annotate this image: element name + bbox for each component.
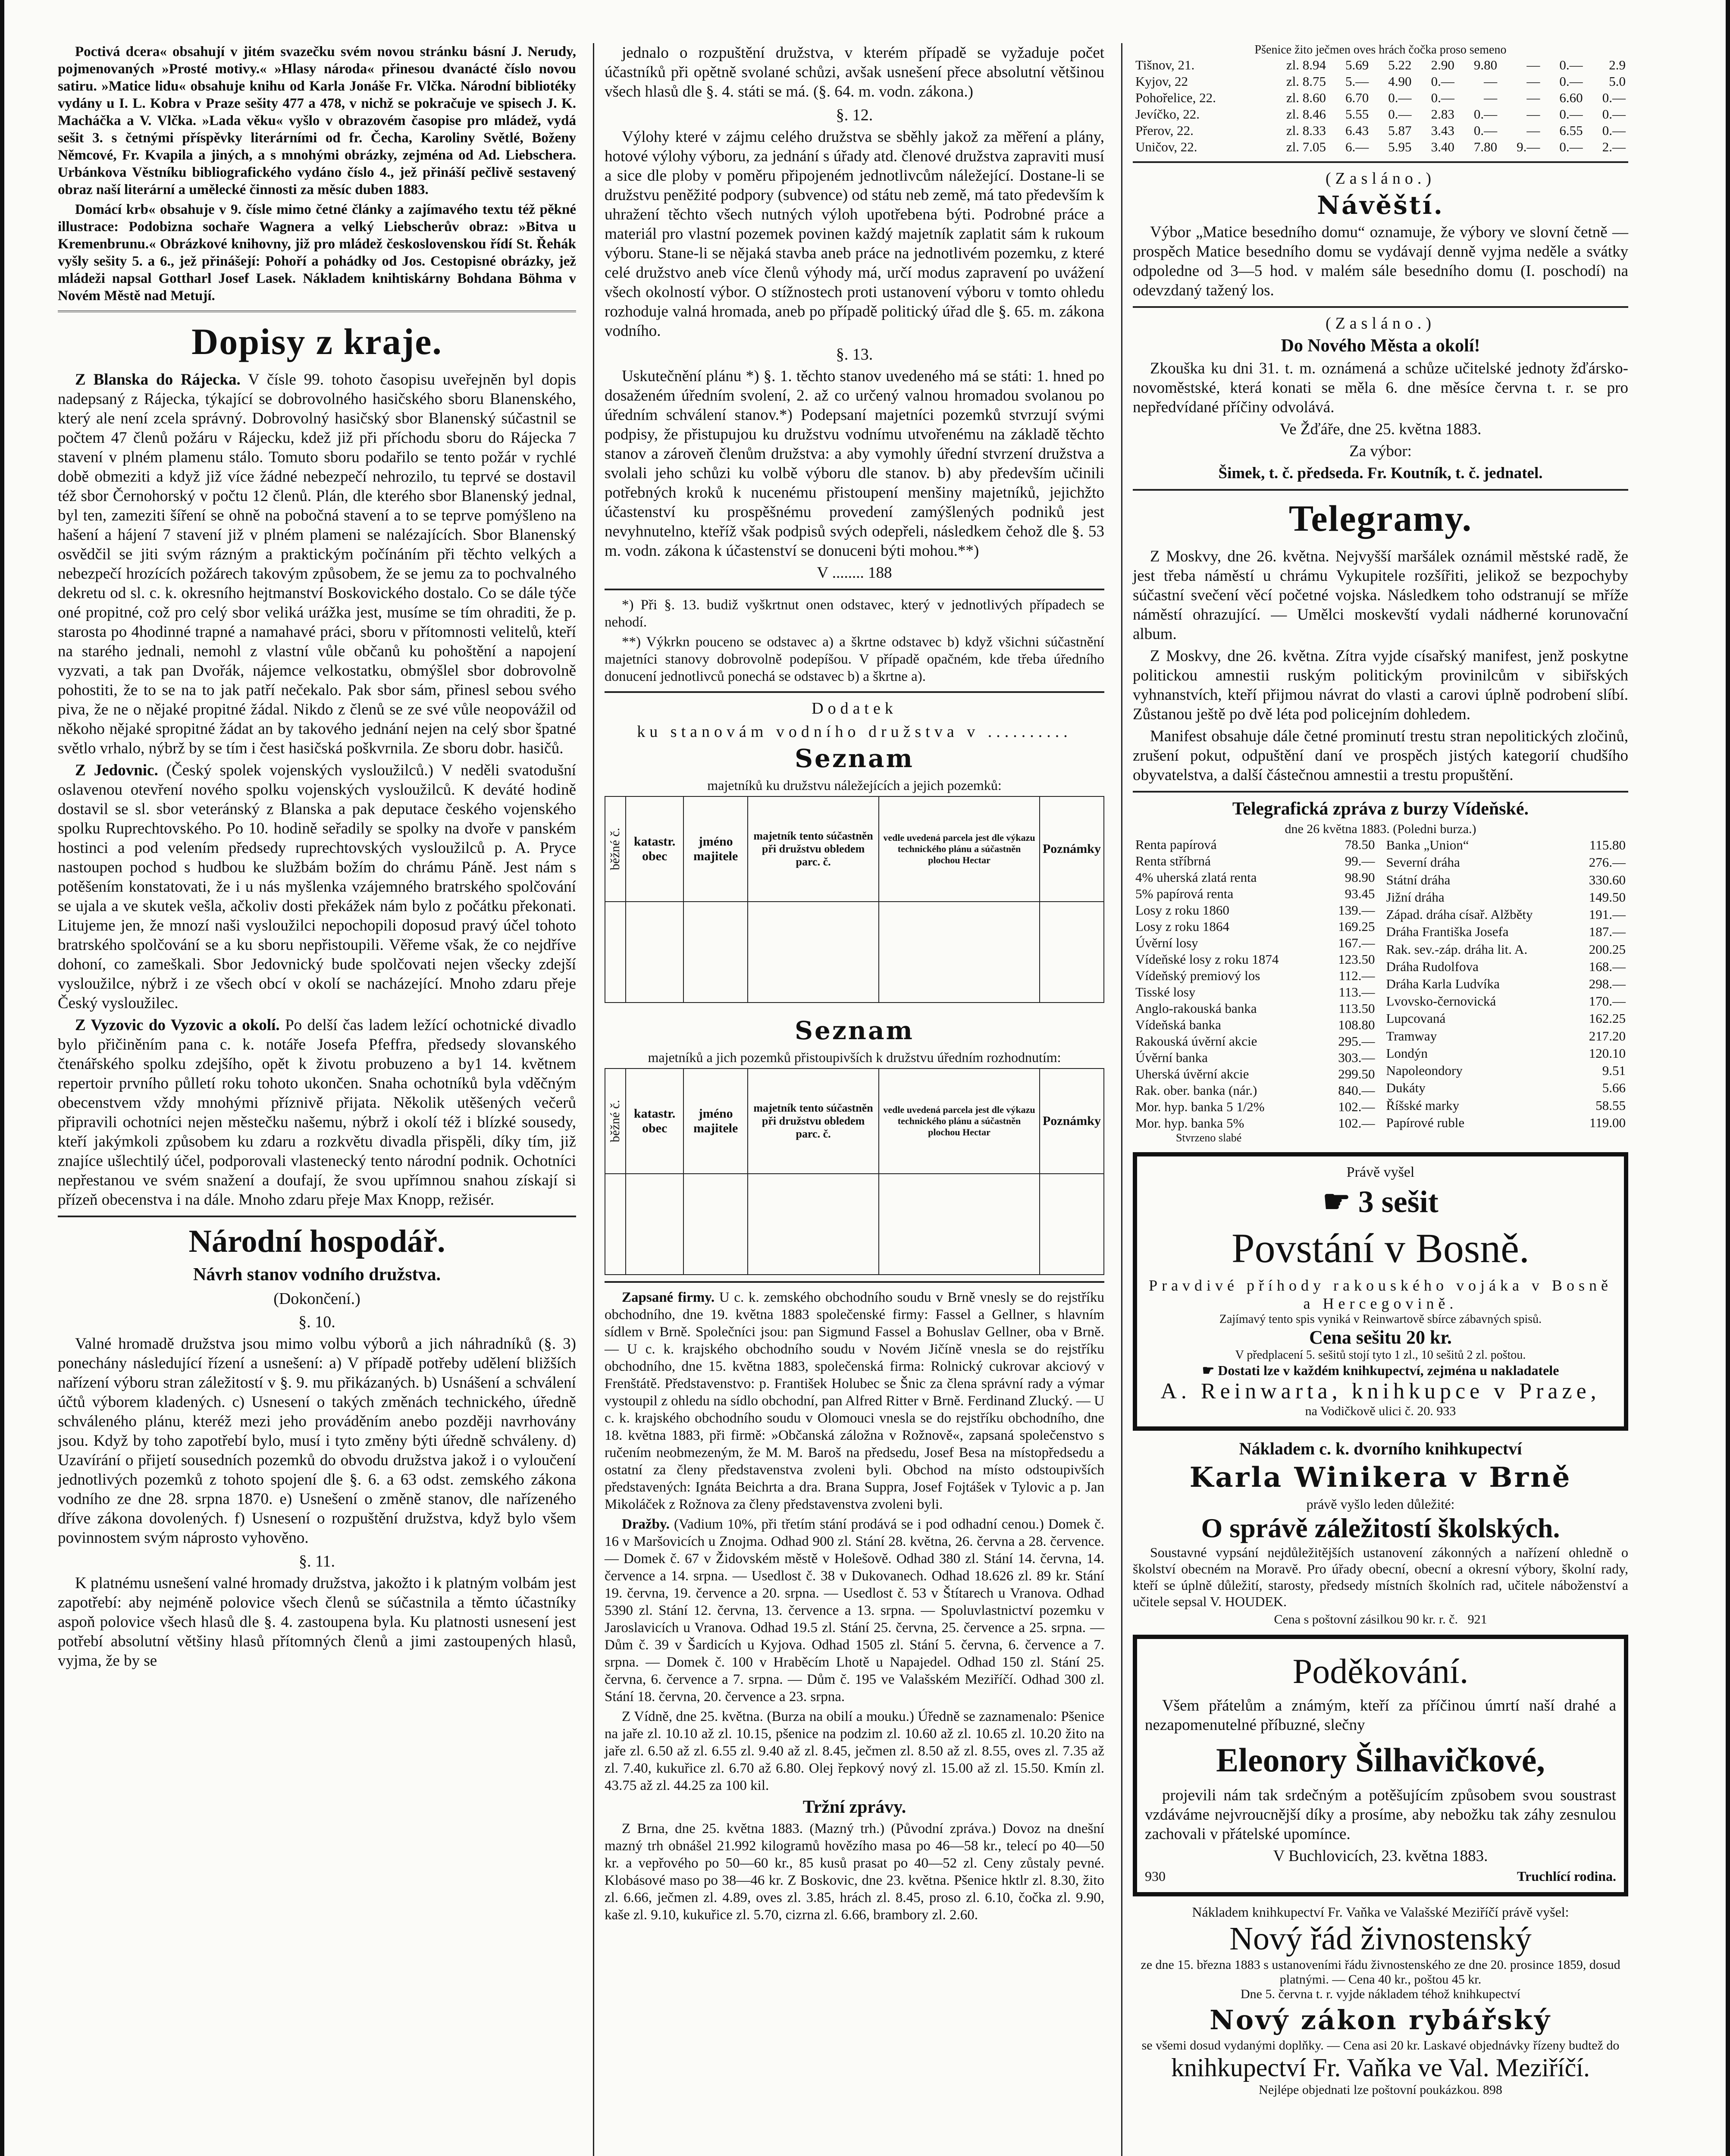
table-cell: Losy z roku 1864 [1135, 919, 1229, 934]
literary-notice: Poctivá dcera« obsahují v jitém svazečku svém novou stránku básní J. Nerudy, pojmenovaných »Prosté motivy.« »Hlasy národa« přinesou dvanácté číslo novou satiru. »Matice lidu« obsahuje knihu od Karla Jonáše Fr. Vlčka. Národní bibliotéky vydány u I. L. Kobra v Praze sešity 477 a 478, v nichž se pokračuje ve spisech J. K. Macháčka a V. Vlčka. »Lada věku« vyšlo v obrazovém časopise pro mládež, vydá sešit 3. s četnými příspěvky literárními od fr. Čecha, Karoliny Světlé, Boženy Němcové, Fr. Kvapila a jiných, a s mnohými obrázky, zejména od Ad. Liebschera. Urbánkova Věstníku bibliografického vydáno číslo 4., jež přináší pečlivě sestavený obraz naší literární a umělecké činnosti za měsíc duben 1883. [58, 44, 576, 197]
section-13: §. 13. [836, 345, 873, 364]
divider [605, 691, 1104, 693]
table-cell: 0.— [1559, 74, 1583, 89]
table-cell: 2.90 [1431, 57, 1454, 72]
markets-header: Pšenice žito ječmen oves hrách čočka proso semeno [1254, 43, 1507, 56]
ad-title: Povstání v Bosně. [1232, 1225, 1529, 1271]
divider [1133, 489, 1628, 491]
ad-povstani [1133, 1152, 1628, 1431]
table-cell: 102.— [1338, 1116, 1375, 1131]
ad-sub: Pravdivé příhody rakouského vojáka v Bosně a Hercegovině. [1149, 1277, 1612, 1312]
article-viden: Z Vídně, dne 25. května. (Burza na obilí a mouku.) Úředně se zaznamenalo: Pšenice na jaře zl. 10.10 až zl. 10.15, pšenice na podzim zl. 10.60 až zl. 10.65 zl. 10.20 žito na jaře zl. 6.50 až zl. 6.55 zl. 9.40 až zl. 8.45, ječmen zl. 8.50 až zl. 8.55, oves zl. 7.35 až zl. 7.40, kukuřice zl. 6.70 až 6.80. Olej řepkový nový zl. 15.00 až zl. 15.50. Kmín zl. 43.75 až zl. 44.25 za 100 kil. [605, 1709, 1104, 1793]
nove-mesto-title: Do Nového Města a okolí! [1281, 336, 1480, 356]
table-cell: 120.10 [1589, 1045, 1626, 1061]
table-cell: 139.— [1338, 903, 1375, 918]
ad-issue: ☛ 3 sešit [1323, 1185, 1439, 1219]
table-cell: zl. 8.33 [1286, 123, 1326, 138]
divider [1133, 161, 1628, 163]
navesti-title: Návěští. [1317, 191, 1444, 220]
table-cell: 102.— [1338, 1099, 1375, 1114]
pod-name: Eleonory Šilhavičkové, [1216, 1741, 1545, 1779]
ad-desc: Soustavné vypsání nejdůležitějších ustanovení zákonných a nařízení ohledně o školství obecném na Moravě. Pro úřady obecní, obecní a okresní výbory, školní rady, kteří se úplně důležití, starosty, předsedy místních školních rad, učitele náboženství a učitele sepsal V. HOUDEK. [1133, 1545, 1628, 1609]
ad-name: Karla Winikera v Brně [1189, 1461, 1572, 1494]
table-cell: — [1484, 74, 1498, 89]
table-row [605, 902, 1104, 1003]
table-cell: 0.— [1473, 107, 1498, 122]
table-cell: 298.— [1589, 976, 1626, 991]
divider [58, 1216, 576, 1217]
table-cell: Jižní dráha [1386, 889, 1445, 905]
ad-publisher: A. Reinwarta, knihkupce v Praze, [1160, 1379, 1601, 1404]
pod-footer: 930 Truchlící rodina. [1145, 1868, 1616, 1884]
table-cell: 5.0 [1609, 74, 1626, 89]
burza-row [1384, 1079, 1629, 1097]
table-cell: Říšské marky [1386, 1097, 1460, 1113]
burza-row [1133, 984, 1378, 1000]
table-cell: 98.90 [1345, 870, 1375, 885]
section-10: §. 10. [298, 1313, 335, 1331]
table-cell: Lupcovaná [1386, 1011, 1446, 1026]
article-drazby: Dražby. (Vadium 10%, při třetím stání prodává se i pod odhadní cenou.) Domek č. 16 v Maršovicích u Znojma. Odhad 900 zl. Stání 28. května, 26. června a 28. července. — Domek č. 67 v Židovském městě v Holešově. Odhad 380 zl. Stání 14. června, 14. července a 14. srpna. — Usedlost č. 38 v Dukovanech. Odhad 18.626 zl. 89 kr. Stání 19. června, 19. července a 20. srpna. — Usedlost č. 53 v Štítarech u Vranova. Odhad 5390 zl. Stání 12. června, 13. července a 13. srpna. — Spoluvlastnictví pozemku v Jaroslavicích u Vranova. Odhad 19.5 zl. Stání 25. června, 25. července a 25. srpna. — Dům č. 39 v Šardicích u Kyjova. Odhad 1505 zl. Stání 5. června, 6. července a 7. srpna. — Domek č. 100 v Hraběcím Lhotě u Napajedel. Odhad 150 zl. Stání 25. června, 6. července a 7. srpna. — Dům č. 195 ve Valašském Meziříčí. Odhad 300 zl. Stání 18. června, 20. července a 23. srpna. [605, 1517, 1105, 1705]
date-line: V ........ 188 [817, 564, 892, 582]
burza-row [1384, 940, 1629, 958]
table-cell: 113.50 [1338, 1001, 1375, 1016]
ad-price: Cena s poštovní zásilkou 90 kr. r. č. 921 [1274, 1612, 1487, 1626]
table-cell: 99.— [1345, 853, 1375, 868]
table-header: vedle uvedená parcela jest dle výkazu technického plánu a súčastněn plochou Hectar [879, 1069, 1040, 1174]
table-cell: Napoleondory [1386, 1063, 1463, 1078]
pod-title: Poděkování. [1292, 1651, 1469, 1691]
table-cell: Vídeňské losy z roku 1874 [1135, 952, 1279, 967]
table-cell: 162.25 [1589, 1011, 1626, 1026]
burza-row [1384, 871, 1629, 888]
ad-title: Nový řád živnostenský [1229, 1921, 1532, 1957]
table-cell: Západ. dráha císař. Alžběty [1386, 907, 1533, 922]
market-row [1133, 90, 1628, 106]
table-cell: 5.— [1345, 74, 1369, 89]
burza-row [1133, 1033, 1378, 1050]
market-row [1133, 57, 1628, 73]
ad-winiker [1133, 1438, 1628, 1627]
ad-sub-price: V předplacení 5. sešitů stojí tyto 1 zl., 10 sešitů 2 zl. poštou. [1235, 1348, 1526, 1362]
footnote: *) Při §. 13. budiž vyškrtnut onen odstavec, který v jednotlivých případech se nehodí. [605, 597, 1104, 630]
section-10-text: Valné hromadě družstva jsou mimo volbu výborů a jich náhradníků (§. 3) ponechány následující řízení a usnešení: a) V případě potřeby udělení bližších nařízení výboru stran záležitostí v §. 9. mu přikázaných. b) Usnášení a schválení účtů výborem kladených. c) Usnesení o takých změnách technického, úředně schváleného plánu, kteréž mezi jeho prováděním anebo později navrhovány jsou. Když by toho zapotřebí bylo, musí i tyto změny býti úředně schváleny. d) Uzavírání o přijetí sousedních pozemků do obvodu družstva jakož i o vyloučení jednotlivých pozemků z tohoto spojení dle §. 6. a 63 odst. zemského zákona vodního ze dne 28. srpna 1870. e) Usnešení o změně stanov, dle nařízeného dříve zákona dovolených. f) Usnesení o rozpuštění družstva, když bylo všem povinnostem svým náprosto vyhověno. [58, 1335, 576, 1547]
dodatek-title: Dodatek [812, 699, 897, 718]
burza-row [1384, 1010, 1629, 1027]
table-cell: 170.— [1589, 993, 1626, 1009]
table-cell: 5.87 [1388, 123, 1412, 138]
table-cell: Vídeňská banka [1135, 1017, 1221, 1032]
table-cell: Tišnov, 21. [1135, 57, 1195, 72]
table-cell: — [1526, 123, 1540, 138]
nove-mesto-date: Ve Žďáře, dne 25. května 1883. [1279, 420, 1482, 438]
ad-pre: Právě vyšel [1346, 1164, 1415, 1180]
market-row [1133, 139, 1628, 155]
table-cell: 0.— [1602, 90, 1626, 105]
table-cell: Tisské losy [1135, 984, 1196, 1000]
table-cell: 123.50 [1338, 952, 1375, 967]
table-cell: 299.50 [1338, 1066, 1375, 1081]
ad-pre: Nákladem knihkupectví Fr. Vaňka ve Valašské Meziříčí právě vyšel: [1192, 1904, 1569, 1920]
table-cell: zl. 8.60 [1286, 90, 1326, 105]
table-header: vedle uvedená parcela jest dle výkazu technického plánu a súčastněn plochou Hectar [879, 796, 1040, 902]
table-cell: 840.— [1338, 1083, 1375, 1098]
ad-price: Cena sešitu 20 kr. [1309, 1327, 1452, 1348]
heading-narodni-hospodar: Národní hospodář. [188, 1224, 445, 1259]
table-cell: Tramway [1386, 1028, 1437, 1044]
burza-row [1384, 837, 1629, 854]
article-lead: Z Jedovnic. [75, 761, 158, 779]
column-2 [593, 43, 1115, 2156]
section-13-text: Uskutečnění plánu *) §. 1. těchto stanov uvedeného má se státi: 1. hned po dosaženém úředním svolení, 2. až co určený valnou hromadou svolanou po úředním schválení stanov.*) Podepsaní majetníci pozemků stvrzují svými podpisy, že přistupujou ku družstvu vodnímu utvořenému na základě těchto stanov a zároveň členům družstva: a aby vymohly úřední stvrzení družstva a svolali jeho schůzi ku volbě výboru dle stanov. b) aby především učinili potřebných kroků k nucenému přistoupení menšiny majetníků, jejichžto účastenství ku prospěšnému provedení zamýšlených podniků jest nevyhnutelno, kteříž však podpisů svých odepřeli, následkem čehož dle §. 53 m. vodn. zákona k účastenství se donuceni býti mohou.**) [605, 367, 1104, 560]
table-header: Poznámky [1040, 1069, 1104, 1174]
table-cell: zl. 8.94 [1286, 57, 1326, 72]
burza-row [1384, 993, 1629, 1010]
footnote: **) Výkrkn pouceno se odstavec a) a škrtne odstavec b) když všichni súčastnění majetníci stanovy dobrovolně podepíšou. V případě opačném, kde třeba úředního donucení jednotlivců ponechá se odstavec b) a škrtne a). [605, 634, 1104, 684]
burza-row [1133, 918, 1378, 935]
table-cell: — [1526, 107, 1540, 122]
table-cell: Mor. hyp. banka 5% [1135, 1116, 1244, 1131]
burza-row [1133, 1066, 1378, 1082]
table-cell: Banka „Union“ [1386, 837, 1469, 853]
zaslano-label: (Zasláno.) [1325, 314, 1436, 332]
section-12: §. 12. [836, 106, 873, 124]
table-cell: 0.— [1431, 74, 1454, 89]
table-header: katastr. obec [626, 796, 683, 902]
table-cell: Pohořelice, 22. [1135, 90, 1216, 105]
table-cell: 6.60 [1559, 90, 1583, 105]
seznam-title: Seznam [795, 1016, 914, 1045]
table-cell: 167.— [1338, 935, 1375, 950]
table-cell: 191.— [1589, 907, 1626, 922]
ad-pre: Nákladem c. k. dvorního knihkupectví [1239, 1439, 1522, 1458]
table-cell: Kyjov, 22 [1135, 74, 1188, 89]
subheading-navrh: Návrh stanov vodního družstva. [193, 1265, 441, 1285]
table-cell: 276.— [1589, 855, 1626, 870]
article-lead: Zapsané firmy. [622, 1290, 715, 1305]
hand-pointer-icon: ☛ [1202, 1363, 1218, 1378]
table-header: Poznámky [1040, 796, 1104, 902]
article-lead: Z Vyzovic do Vyzovic a okolí. [75, 1016, 280, 1034]
table-cell: 0.— [1559, 139, 1583, 154]
burza-row [1384, 854, 1629, 871]
divider [605, 1281, 1104, 1283]
burza-row [1133, 869, 1378, 886]
divider [58, 310, 576, 314]
table-cell: 5.95 [1388, 139, 1412, 154]
table-cell: 168.— [1589, 959, 1626, 974]
table-cell: 9.80 [1473, 57, 1498, 72]
burza-row [1133, 1000, 1378, 1017]
table-cell: Uničov, 22. [1135, 139, 1197, 154]
pod-text: Všem přátelům a známým, kteří za příčinou úmrtí naší drahé a nezapomenutelné příbuzné, slečny [1145, 1697, 1616, 1734]
table-cell: Rak. ober. banka (nár.) [1135, 1083, 1257, 1098]
table-cell: Lvovsko-černovická [1386, 993, 1496, 1009]
burza-row [1384, 1045, 1629, 1062]
table-cell: 0.— [1388, 107, 1412, 122]
table-cell: 0.— [1388, 90, 1412, 105]
table-cell: Přerov, 22. [1135, 123, 1194, 138]
burza-row [1133, 1082, 1378, 1099]
table-header-row [605, 796, 1104, 902]
literary-notice-2: Domácí krb« obsahuje v 9. čísle mimo četné články a zajímavého textu též pěkné illustrace: Podobizna sochaře Wagnera a velký Liebscherův obraz: »Bitva u Kremenbrunu.« Obrázkové knihovny, již pro mládež československou řídí St. Řehák vyšly sešity 5. a 6., jež přinášejí: Pohoří a pohádky od Jos. Cestopisné obrázky, jež mládeži napsal Gottharl Josef Lasek. Nákladem knihtiskárny Bohdana Böhma v Novém Městě nad Metují. [58, 202, 576, 304]
column-3 [1121, 43, 1639, 2156]
burza-left [1133, 837, 1378, 1131]
ad-title-2: Nový zákon rybářský [1210, 2004, 1551, 2036]
table-header: jméno majitele [683, 1069, 748, 1174]
article-vyzovice: Z Vyzovic do Vyzovic a okolí. Po delší čas ladem ležící ochotnické divadlo bylo přičiněním pana c. k. notáře Josefa Pfeffra, předsedy slovanského čtenářského spolku zdejšího, opět k životu probuzeno a by1 14. květnem repertoir prvního půlletí roku tohoto ukončen. Snaha ochotníků byla vděčným obecenstvem vždy mnohými příznivě přijata. Několik utěšených večerů připravili ochotníci nejen městečku našemu, nýbrž i okolí též i blízké sousedy, kteří jakýmkoli způsobem ku zdaru a rozkvětu divadla přispěli, díky tím, již znajíce ušlechtilý účel, podporovali vlastenecký tento národní podnik. Ochotníci nepřestanou ve svém snažení a doufají, že svou upřímnou snahou získají si přízeň obecenstva i na dále. Mnoho zdaru přeje Max Knopp, režisér. [58, 1016, 576, 1209]
table-cell: 5.55 [1345, 107, 1369, 122]
burza-row [1133, 886, 1378, 902]
table-cell: Dráha Karla Ludvíka [1386, 976, 1500, 991]
table-cell: zl. 8.46 [1286, 107, 1326, 122]
section-12-text: Výlohy které v zájmu celého družstva se sběhly jakož za měření a plány, hotové výlohy výboru, za jednání s úřady atd. členové družstva zapraviti musí a sice dle ploby v poměru připojeném jednotlivcům náležející. Dostane-li se družstvu peněžité podpory (subvence) od státu neb země, má tato především k uhražení těchto všech nutných výloh upotřebena býti. Podrobné práce a materiál pro vlastní pozemek povinen každý majetník zaplatit sám k rukoum výboru. Stane-li se nějaká stavba aneb práce na jednotlivém pozemku, z které celé družstvo aneb více členů výhody má, určí modus zapravení po uvážení všech okolností výbor. O stížnostech proti ustanovení výboru v tomto ohledu rozhoduje valná hromada, aneb po případě politický úřad dle §. 65. m. zákona vodního. [605, 128, 1104, 340]
table-cell: 113.— [1338, 984, 1375, 1000]
heading-telegramy: Telegramy. [1288, 498, 1473, 539]
table-cell: 217.20 [1589, 1028, 1626, 1044]
article-jedovnice: Z Jedovnic. (Český spolek vojenských vysloužilců.) V neděli svatodušní oslavenou otevření nového spolku vojenských vysloužilců. K deváté hodině dostavil se sl. sbor veteránský z Blanska a pak deputace českého vojenského spolku Ruprechtovského. Po 10. hodině seřadily se spolky na dvoře v panském hostinci a pod velením předsedy ruprechtovských vysloužilců p. A. Pryce nastoupen pochod s hudbou ke službám božím do chrámu Páně. Jest nám s potěšením konstatovati, že i u nás myšlenka vzájemného bratrského spolčování se ujala a ve skutek vešla, ačkoliv dosti překážek nám bylo z počátku překonati. Litujeme jen, že mnozí naši vysloužilci nepochopili doposud pravý účel tohoto bratrského spolčování se a ku sboru nepřistoupili. Věřeme však, že co nejdříve dohoní, co zameškali. Sbor Jedovnický bude spolčovati nejen všecky zdejší vysloužilce, nýbrž i ze všech obcí v okolí se nacházející. Mnoho zdaru přeje Český vysloužilec. [58, 761, 576, 1012]
nove-mesto-sig: Za výbor: [1349, 442, 1412, 460]
burza-date: dne 26 května 1883. (Poledni burza.) [1285, 822, 1476, 836]
table-cell: zl. 7.05 [1286, 139, 1326, 154]
ad-vanek [1133, 1904, 1628, 2097]
article-trzni: Z Brna, dne 25. května 1883. (Mazný trh.) (Původní zpráva.) Dovoz na dnešní mazný trh obnášel 21.992 kilogramů hovězího masa po 46—58 kr., telecí po 40—50 kr. a vepřového po 50—60 kr., 85 kusů prasat po 40—52 zl. Ceny zůstaly pevné. Klobásové maso po 38—46 kr. Z Boskovic, dne 23. května. Pšenice hktlr zl. 8.30, žito zl. 6.66, ječmen zl. 4.89, oves zl. 3.85, hrách zl. 8.45, proso zl. 6.10, čočka zl. 9.90, kaše zl. 9.10, kukuřice zl. 5.70, cizrna zl. 6.66, brambory zl. 2.60. [605, 1821, 1104, 1923]
burza-note: Stvrzeno slabé [1176, 1131, 1242, 1144]
ad-desc: Zajímavý tento spis vyniká v Reinwartově sbírce zábavných spisů. [1219, 1313, 1542, 1326]
table-cell: 6.70 [1345, 90, 1369, 105]
table-cell: 2.83 [1431, 107, 1454, 122]
burza-row [1384, 923, 1629, 940]
heading-dopisy: Dopisy z kraje. [191, 321, 442, 362]
burza-row [1133, 837, 1378, 853]
burza-row [1384, 1062, 1629, 1079]
burza-row [1384, 906, 1629, 923]
table-cell: 0.— [1602, 107, 1626, 122]
table-cell: Rakouská úvěrní akcie [1135, 1034, 1257, 1049]
table-cell: Renta stříbrná [1135, 853, 1211, 868]
ad-sub-2: Dne 5. června t. r. vyjde nákladem téhož knihkupectví [1241, 1987, 1520, 2001]
burza-row [1133, 968, 1378, 984]
burza-row [1133, 902, 1378, 918]
ad-note: Nejlépe objednati lze poštovní poukázkou. 898 [1259, 2083, 1502, 2097]
table-cell: 58.55 [1595, 1097, 1626, 1113]
table-cell: — [1484, 90, 1498, 105]
table-header: majetník tento súčastněn při družstvu obledem parc. č. [748, 1069, 879, 1174]
navesti-text: Výbor „Matice besedního domu“ oznamuje, že výbory ve slovní četně — prospěch Matice besedního domu se vydávají denně vyjma neděle a svátky odpoledne od 3—5 hod. v malém sále besedního domu (I. poschodí) na odevzdaný tažený los. [1133, 223, 1628, 299]
table-cell: 9.— [1517, 139, 1540, 154]
table-cell: Renta papírová [1135, 837, 1217, 852]
table-cell: Dráha Rudolfova [1386, 959, 1479, 974]
table-cell: 5% papírová renta [1135, 886, 1234, 901]
table-cell: 4.90 [1388, 74, 1412, 89]
burza-title: Telegrafická zpráva z burzy Vídeňské. [1232, 799, 1529, 819]
table-header: jméno majitele [683, 796, 748, 902]
market-row [1133, 73, 1628, 90]
table-cell: Úvěrní banka [1135, 1050, 1208, 1065]
table-cell: 6.55 [1559, 123, 1583, 138]
table-cell: Úvěrní losy [1135, 935, 1198, 950]
burza-row [1384, 1097, 1629, 1114]
table-cell: 3.40 [1431, 139, 1454, 154]
table-cell: 6.— [1345, 139, 1369, 154]
table-cell: 78.50 [1345, 837, 1375, 852]
table-cell: 169.25 [1338, 919, 1375, 934]
pod-date: V Buchlovicích, 23. května 1883. [1273, 1847, 1488, 1865]
table-cell: 330.60 [1589, 872, 1626, 887]
table-cell: 0.— [1602, 123, 1626, 138]
table-cell: 2.— [1602, 139, 1626, 154]
table-cell: 2.9 [1609, 57, 1626, 72]
table-header: běžné č. [605, 796, 626, 902]
table-cell: — [1526, 57, 1540, 72]
table-cell: 108.80 [1338, 1017, 1375, 1032]
table-cell: Severní dráha [1386, 855, 1460, 870]
pod-text-2: projevili nám tak srdečným a potěšujícím způsobem svou soustrast vzdáváme nejvroucnější díky a prosíme, aby nebožku tak záhy zesnulou zachovali v přátelské upomínce. [1145, 1786, 1616, 1843]
divider [1133, 306, 1628, 308]
ad-podekovani [1133, 1635, 1628, 1896]
burza-row [1384, 889, 1629, 906]
ad-address: na Vodičkově ulici č. 20. 933 [1305, 1404, 1456, 1418]
table-cell: Dráha Františka Josefa [1386, 924, 1509, 940]
table-cell: Státní dráha [1386, 872, 1451, 887]
hand-pointer-icon: ☛ [1323, 1185, 1358, 1219]
table-cell: — [1526, 90, 1540, 105]
burza-right [1384, 837, 1629, 1131]
table-cell: 6.43 [1345, 123, 1369, 138]
section-11: §. 11. [298, 1552, 335, 1570]
table-cell: 5.66 [1602, 1080, 1626, 1096]
article-lead: Dražby. [622, 1517, 670, 1532]
burza-row [1133, 853, 1378, 869]
nove-mesto-text: Zkouška ku dni 31. t. m. oznámená a schůze učitelské jednoty žďársko-novoměstské, která konati se měla 6. dne měsíce června t. r. se pro nepředvídané příčiny odvolává. [1133, 360, 1628, 416]
burza-row [1133, 935, 1378, 951]
ad-sub: ze dne 15. března 1883 s ustanoveními řádu živnostenského ze dne 20. prosince 1859, dosud platnými. — Cena 40 kr., poštou 45 kr. [1141, 1958, 1620, 1987]
table-cell: 7.80 [1473, 139, 1498, 154]
table-cell: 0.— [1431, 90, 1454, 105]
table-cell: Jevíčko, 22. [1135, 107, 1200, 122]
burza-row [1133, 951, 1378, 968]
table-cell: 0.— [1559, 107, 1583, 122]
table-cell: 187.— [1589, 924, 1626, 940]
table-cell: 112.— [1338, 968, 1375, 983]
table-cell: 93.45 [1345, 886, 1375, 901]
dodatek-subtitle: ku stanovám vodního družstva v .......... [637, 723, 1072, 741]
market-row [1133, 106, 1628, 122]
heading-trzni: Tržní zprávy. [802, 1797, 906, 1817]
table-row [605, 1174, 1104, 1275]
table-cell: — [1526, 74, 1540, 89]
table-header: katastr. obec [626, 1069, 683, 1174]
ad-sub: právě vyšlo leden důležité: [1306, 1496, 1455, 1512]
table-cell: 0.— [1559, 57, 1583, 72]
table-cell: 149.50 [1589, 889, 1626, 905]
table-cell: 200.25 [1589, 941, 1626, 957]
table-cell: zl. 8.75 [1286, 74, 1326, 89]
table-cell: Anglo-rakouská banka [1135, 1001, 1257, 1016]
table-cell: Londýn [1386, 1045, 1428, 1061]
burza-row [1133, 1017, 1378, 1033]
table-cell: 9.51 [1602, 1063, 1626, 1078]
telegram-3: Manifest obsahuje dále četné prominutí trestu stran nepolitických zločinů, zrušení pokut, odpuštění daní ve prospěch jistých kategorií chudšího obyvatelstva, a další částečnou amnestii a trestu propuštění. [1133, 727, 1628, 784]
divider [605, 589, 1104, 590]
telegram-2: Z Moskvy, dne 26. května. Zítra vyjde císařský manifest, jenž poskytne politickou amnestii ruským politickým provinilcům v sibiřských vyhnanstvích, kteří přijmou návrat do vlasti a carovi úplně podrobení slíbí. Zůstanou ještě po dvě léta pod policejním dohledem. [1133, 647, 1628, 723]
telegram-1: Z Moskvy, dne 26. května. Nejvyšší maršálek oznámil městské radě, že jest třeba náměstí u chrámu Vykupitele rozšířiti, jelikož se bezpochyby súčastní svečení věcí početné vojska. Následkem toho odstranují se mříže náměstí ohrazující. — Umělci moskevští vydali nádherné korunovační album. [1133, 548, 1628, 643]
burza-row [1384, 1114, 1629, 1131]
seznam-title: Seznam [795, 744, 914, 773]
table-cell: 119.00 [1589, 1115, 1626, 1130]
table-header: majetník tento súčastněn při družstvu obledem parc. č. [748, 796, 879, 902]
table-cell: 0.— [1473, 123, 1498, 138]
table-cell: Rak. sev.-záp. dráha lit. A. [1386, 941, 1528, 957]
table-cell: 5.69 [1345, 57, 1369, 72]
seznam-subtitle: majetníků ku družstvu náležejících a jejich pozemků: [707, 777, 1002, 793]
burza-row [1133, 1050, 1378, 1066]
article-lead: Z Blanska do Rájecka. [75, 371, 241, 389]
table-cell: 5.22 [1388, 57, 1412, 72]
intro-text: jednalo o rozpuštění družstva, v kterém případě se vyžaduje počet účastníků při opětně svolané schůzi, avšak usnešení přece absolutní většinou všech hlasů dle §. 4. státi se má. (§. 64. m. vodn. zákona.) [605, 44, 1104, 100]
market-row [1133, 122, 1628, 139]
owners-table [605, 796, 1104, 1003]
burza-row [1133, 1099, 1378, 1115]
markets-table [1133, 57, 1628, 155]
burza-tables [1133, 837, 1628, 1131]
table-cell: 295.— [1338, 1034, 1375, 1049]
column-1 [47, 43, 586, 2156]
burza-row [1384, 975, 1629, 993]
zaslano-label: (Zasláno.) [1325, 169, 1436, 188]
divider [1133, 791, 1628, 793]
burza-row [1384, 958, 1629, 975]
burza-row [1384, 1028, 1629, 1045]
table-cell: Dukáty [1386, 1080, 1426, 1096]
table-cell: 3.43 [1431, 123, 1454, 138]
table-cell: 4% uherská zlatá renta [1135, 870, 1257, 885]
owners-table-2 [605, 1068, 1104, 1275]
table-header-row [605, 1069, 1104, 1174]
burza-row [1133, 1115, 1378, 1131]
table-cell: Uherská úvěrní akcie [1135, 1066, 1249, 1081]
ad-publisher: knihkupectví Fr. Vaňka ve Val. Meziříčí. [1171, 2053, 1590, 2082]
nove-mesto-names: Šimek, t. č. předseda. Fr. Koutník, t. č. jednatel. [1218, 464, 1543, 482]
table-header: běžné č. [605, 1069, 626, 1174]
ad-avail: ☛ Dostati lze v každém knihkupectví, zejména u nakladatele [1202, 1363, 1559, 1378]
table-cell: Mor. hyp. banka 5 1/2% [1135, 1099, 1265, 1114]
article-firmy: Zapsané firmy. U c. k. zemského obchodního soudu v Brně vnesly se do rejstříku obchodního, dne 19. května 1883 společenské firmy: Fassel a Gellner, s hlavním sídlem v Brně. Společníci jsou: pan Sigmund Fassel a Bohuslav Gellner, oba v Brně. — U c. k. krajského obchodního soudu v Novém Jičíně vnesla se do rejstříku obchodního, dne 15. května 1883, společenská firma: Rolnický cukrovar akciový v Frenštátě. Představenstvo: p. František Holubec se Šnic za člena správní rady a výmar vystoupil z ohledu na sídlo obchodní, pan Alfred Ritter v Brně. Ferdinand Zlucký. — U c. k. krajského obchodního soudu v Olomouci vnesla se do rejstříku obchodního, dne 18. května 1883, při firmě: »Občanská záložna v Rožnově«, zapsaná společenstvo s ručením neobmezeným, že M. M. Baroš na předsedu, Josef Besa na místopředsedu a ostatní za členy představenstva zvoleni byli. Obchod na místo odstoupivších představených: Ignáta Beichrta a dra. Brana Suppra, Josef Fojtášek v Tylovic a p. Jan Mikoláček z Rožnova za členy představenstva zvoleni byli. [605, 1290, 1105, 1512]
continued-note: (Dokončení.) [273, 1290, 360, 1308]
ad-sub-3: se všemi dosud vydanými doplňky. — Cena asi 20 kr. Laskavé objednávky řízeny budtež do [1141, 2038, 1620, 2053]
table-cell: 303.— [1338, 1050, 1375, 1065]
article-blansko: Z Blanska do Rájecka. V čísle 99. tohoto časopisu uveřejněn byl dopis nadepsaný z Rájecka, týkající se dobrovolného hasičského sboru Blanenského, který ale není zcela správný. Dobrovolný hasičský sbor Blanenský súčastnil se počtem 47 členů požáru v Rájecku, kdež již při příchodu sboru do Rájecka 7 stavení v plném plamenu stálo. Tomuto sboru podařilo se tento požár v rychlé době obmeziti a když již více žádné nebezpečí nehrozilo, tu teprvé se dostavil též sbor Černohorský v počtu 12 členů. Plán, dle kterého sbor Blanenský jednal, byl ten, zameziti šíření se ohně na pobočná stavení a to se teprve pomýšleno na hašení a hájení 7 stavení již v plném plameni se nalézajících. Sbor Blanenský osvědčil se jiti svým rázným a praktickým počínáním při těchto velkých a nebezpečí hrozících požárech takovým způsobem, že se jemu za to pochvalného dekretu od sl. c. k. okresního hejtmanství Boskovického dostalo. Co se dále týče oné propitné, což pro celý sbor veliká urážka jest, musíme se tím ohraditi, že p. starosta po 4hodinné trapné a namahavé práci, sboru v přítomnosti velitelů, kteří na starého jednali, nemohl z vlastní vůle občanů ku pohoštění a napojení vyzvati, a tak pan Dvořák, nájemce velkostatku, obmýšlel sbor dobrovolně pohostiti, že to se na to jak patří nečekalo. Pak sbor sám, přinesl sebou svého piva, že ne o nějaké propitné žádal. Nikdo z členů se ze své vůle neopovážil od někoho nějaké spropitné žádat an by takového jednání nejen na celý sbor špatné světlo vrhalo, nýbrž by se tím i čest hasičská poškvrnila. Ze sboru dobr. hasičů. [58, 371, 576, 757]
ad-title: O správě záležitostí školských. [1201, 1513, 1560, 1543]
table-cell: Vídeňský premiový los [1135, 968, 1260, 983]
table-cell: 115.80 [1589, 837, 1626, 853]
seznam-subtitle: majetníků a jich pozemků přistoupivších k družstvu úředním rozhodnutím: [648, 1050, 1061, 1065]
section-11-text: K platnému usnešení valné hromady družstva, jakožto i k platným volbám jest zapotřebí: aby nejméně polovice všech členů se súčastnila a těmto účastníky aspoň polovice všech hlasů dle §. 4. zastoupena byla. Ku platnosti usnesení jest potřebí absolutní většiny hlasů přítomných členů a jimi zastoupených hlasů, vyjma, že by se [58, 1574, 576, 1670]
table-cell: Papírové ruble [1386, 1115, 1465, 1130]
table-cell: Losy z roku 1860 [1135, 903, 1229, 918]
